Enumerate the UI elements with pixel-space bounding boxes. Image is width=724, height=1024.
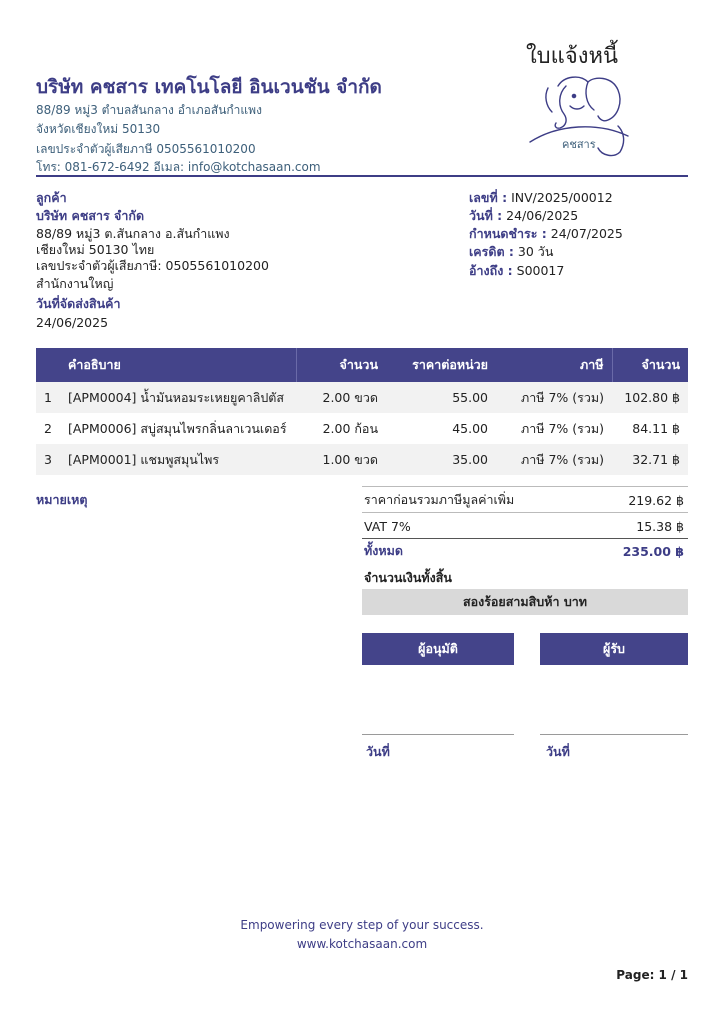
summary-divider [362,486,688,487]
customer-address-1: 88/89 หมู่3 ต.สันกลาง อ.สันกำแพง [36,226,230,241]
company-name: บริษัท คชสาร เทคโนโลยี อินเวนชัน จำกัด [36,76,382,98]
subtotal-label: ราคาก่อนรวมภาษีมูลค่าเพิ่ม [364,492,515,507]
row-quantity: 2.00 ขวด [296,382,386,413]
footer-website: www.kotchasaan.com [296,937,428,951]
subtotal-value: 219.62 ฿ [628,492,684,508]
table-row [36,413,688,444]
row-quantity: 2.00 ก้อน [322,420,378,436]
items-header-row [36,348,688,382]
items-table [36,348,688,475]
approver-signature-line [362,734,514,735]
receiver-signature-line [540,734,688,735]
header-divider [36,175,688,177]
credit-term-label: เครดิต : [469,244,514,259]
vat-value: 15.38 ฿ [636,518,684,534]
total-label: ทั้งหมด [364,543,403,558]
row-unit-price: 55.00 [386,382,496,413]
row-tax: ภาษี 7% (รวม) [496,382,612,413]
row-amount: 32.71 ฿ [612,444,688,475]
invoice-number-label: เลขที่ : [469,190,508,205]
amount-words-label: จำนวนเงินทั้งสิ้น [364,570,452,585]
reference-label: อ้างถึง : [469,263,513,278]
credit-term-value: 30 วัน [517,244,554,259]
row-unit-price: 35.00 [386,444,496,475]
due-date-label: กำหนดชำระ : [469,226,547,241]
remark-label: หมายเหตุ [36,492,88,507]
table-row [36,382,688,413]
subtotal-row [362,488,688,512]
row-amount: 102.80 ฿ [612,382,688,413]
approver-date-label: วันที่ [366,744,390,759]
row-no: 3 [36,444,60,475]
customer-branch: สำนักงานใหญ่ [36,276,114,291]
header-unit-price: ราคาต่อหน่วย [386,348,496,382]
vat-label: VAT 7% [364,518,411,534]
row-quantity: 1.00 ขวด [296,444,386,475]
company-tax-id: เลขประจำตัวผู้เสียภาษี 0505561010200 [36,142,256,156]
row-no: 1 [36,382,60,413]
header-tax: ภาษี [496,348,612,382]
row-no: 2 [44,421,52,436]
logo-text: คชสาร [562,138,596,151]
header-description: คำอธิบาย [60,348,296,382]
page-number: Page: 1 / 1 [616,968,688,982]
customer-name: บริษัท คชสาร จำกัด [36,208,145,223]
customer-tax-id: เลขประจำตัวผู้เสียภาษี: 0505561010200 [36,258,269,273]
row-description: [APM0006] สบู่สมุนไพรกลิ่นลาเวนเดอร์ [68,420,287,436]
vat-row [362,514,688,538]
amount-in-words: สองร้อยสามสิบห้า บาท [362,589,688,615]
row-description: [APM0004] น้ำมันหอมระเหยยูคาลิปตัส [60,382,296,413]
invoice-date-label: วันที่ : [469,208,503,223]
row-amount: 84.11 ฿ [632,421,680,436]
header-amount: จำนวน [612,348,688,382]
customer-address-2: เชียงใหม่ 50130 ไทย [36,242,155,257]
invoice-date [469,206,578,226]
invoice-date-value: 24/06/2025 [506,208,579,223]
total-row [362,539,688,563]
total-value: 235.00 ฿ [622,543,684,559]
row-description: [APM0001] แชมพูสมุนไพร [60,444,296,475]
invoice-number [469,188,613,208]
receiver-date-label: วันที่ [546,744,570,759]
company-address-1: 88/89 หมู่3 ตำบลสันกลาง อำเภอสันกำแพง [36,103,262,117]
row-tax: ภาษี 7% (รวม) [520,420,604,436]
credit-term [469,242,553,262]
delivery-date-label: วันที่จัดส่งสินค้า [36,296,121,311]
company-address-2: จังหวัดเชียงใหม่ 50130 [36,122,161,136]
row-tax: ภาษี 7% (รวม) [496,444,612,475]
due-date [469,224,623,244]
receiver-header: ผู้รับ [540,633,688,665]
header-no [36,348,60,382]
invoice-number-value: INV/2025/00012 [511,190,613,205]
footer-slogan: Empowering every step of your success. [240,918,484,932]
due-date-value: 24/07/2025 [550,226,623,241]
summary-divider [362,512,688,513]
reference [469,261,564,281]
approver-header: ผู้อนุมัติ [362,633,514,665]
delivery-date: 24/06/2025 [36,315,109,330]
reference-value: S00017 [516,263,565,278]
company-contact: โทร: 081-672-6492 อีเมล: info@kotchasaan.com [36,160,321,174]
document-title: ใบแจ้งหนี้ [525,44,618,69]
row-unit-price: 45.00 [452,421,488,436]
customer-label: ลูกค้า [36,190,67,205]
header-quantity: จำนวน [296,348,386,382]
table-row [36,444,688,475]
elephant-logo [528,66,632,158]
